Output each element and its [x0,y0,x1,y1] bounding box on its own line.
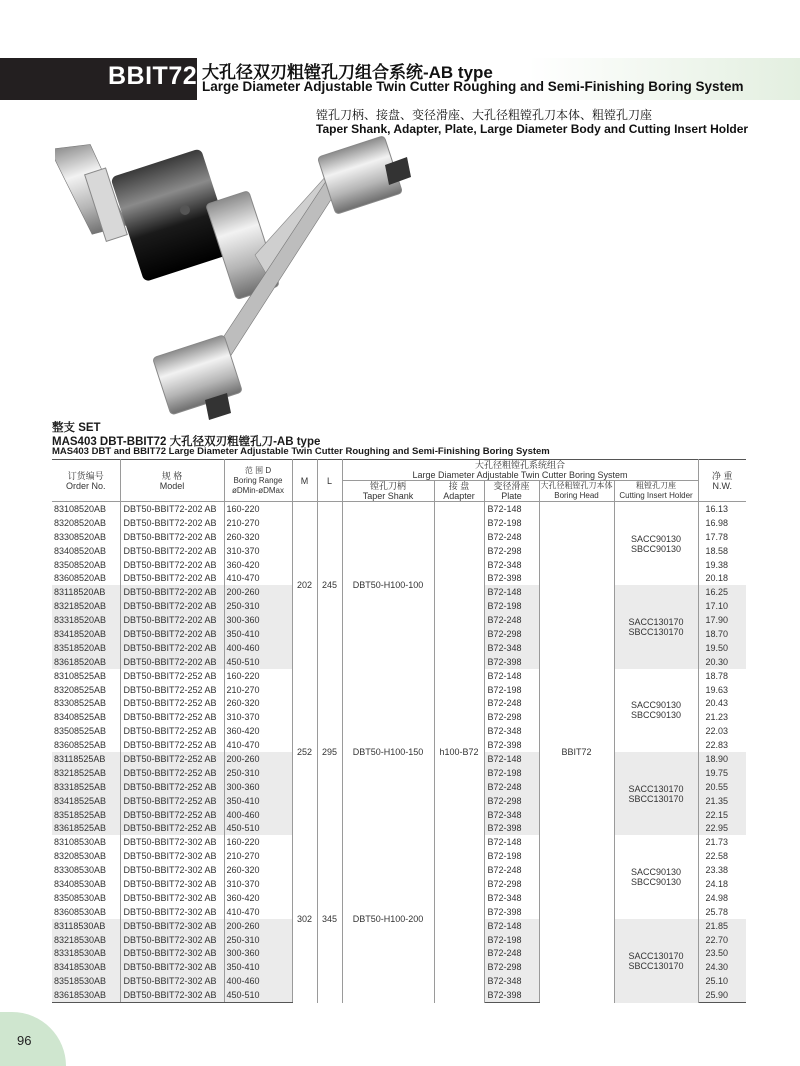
page-number: 96 [17,1033,32,1048]
model-cell: DBT50-BBIT72-252 AB [120,794,224,808]
range-cell: 260-320 [224,530,292,544]
order-no-cell: 83308525AB [52,696,120,710]
l-cell: 245 [317,502,342,669]
insert-holder-cell [614,669,698,752]
col-m-header: M [292,460,317,502]
insert-holder-cell [614,585,698,668]
page-title-cn: 大孔径双刃粗镗孔刀组合系统-AB type [202,63,493,82]
holder-line2: SBCC130170 [628,793,684,804]
model-cell: DBT50-BBIT72-302 AB [120,988,224,1002]
model-cell: DBT50-BBIT72-302 AB [120,974,224,988]
order-no-cell: 83508530AB [52,891,120,905]
weight-cell: 19.50 [698,641,746,655]
order-no-cell: 83418525AB [52,794,120,808]
range-cell: 360-420 [224,724,292,738]
plate-cell: B72-248 [484,530,539,544]
order-no-cell: 83508525AB [52,724,120,738]
model-cell: DBT50-BBIT72-252 AB [120,766,224,780]
order-no-cell: 83108525AB [52,669,120,683]
set-label: 整支 SET [52,422,101,434]
col-order-header: 订货编号 Order No. [52,460,120,502]
model-cell: DBT50-BBIT72-252 AB [120,821,224,835]
plate-cell: B72-148 [484,502,539,516]
order-no-cell: 83608520AB [52,571,120,585]
holder-line2: SBCC90130 [630,543,682,554]
plate-cell: B72-298 [484,877,539,891]
range-cell: 260-320 [224,696,292,710]
order-no-cell: 83318530AB [52,947,120,961]
plate-cell: B72-248 [484,780,539,794]
range-cell: 360-420 [224,891,292,905]
weight-cell: 19.38 [705,559,729,570]
holder-line2: SBCC90130 [630,710,682,721]
model-cell: DBT50-BBIT72-202 AB [120,599,224,613]
range-cell: 350-410 [224,627,292,641]
order-no-cell: 83118525AB [52,752,120,766]
order-no-cell: 83208520AB [52,516,120,530]
range-cell: 160-220 [224,502,292,516]
weight-cell: 18.70 [698,627,746,641]
col-range-header: 范 围 D Boring Range øDMin-øDMax [224,460,292,502]
plate-cell: B72-148 [484,835,539,849]
range-cell: 350-410 [224,960,292,974]
order-no-cell: 83218525AB [52,766,120,780]
range-cell: 160-220 [224,669,292,683]
model-cell: DBT50-BBIT72-202 AB [120,655,224,669]
taper-shank-cell: DBT50-H100-100 [342,502,434,669]
weight-cell: 20.30 [698,655,746,669]
set-title-en: MAS403 DBT and BBIT72 Large Diameter Adjustable Twin Cutter Roughing and Semi-Finishing Boring System [52,446,550,457]
weight-cell: 22.15 [698,808,746,822]
weight-cell: 21.85 [698,919,746,933]
weight-cell: 25.78 [705,906,729,917]
insert-holder-cell [614,752,698,835]
model-cell: DBT50-BBIT72-202 AB [120,544,224,558]
weight-cell: 19.63 [705,684,729,695]
plate-cell: B72-198 [484,683,539,697]
range-cell: 210-270 [224,683,292,697]
plate-cell: B72-248 [484,613,539,627]
range-cell: 310-370 [224,877,292,891]
range-cell: 400-460 [224,808,292,822]
order-no-cell: 83308520AB [52,530,120,544]
col-combo-header: 大孔径粗镗孔系统组合 Large Diameter Adjustable Twin Cutter Boring System [342,460,698,481]
plate-cell: B72-298 [484,710,539,724]
plate-cell: B72-398 [484,905,539,919]
weight-cell: 20.43 [705,698,729,709]
model-cell: DBT50-BBIT72-302 AB [120,905,224,919]
model-cell: DBT50-BBIT72-302 AB [120,919,224,933]
weight-cell: 17.90 [698,613,746,627]
weight-cell: 23.38 [705,865,729,876]
set-title-cn: MAS403 DBT-BBIT72 大孔径双刃粗镗孔刀-AB type [52,436,321,448]
order-no-cell: 83618520AB [52,655,120,669]
order-no-cell: 83318520AB [52,613,120,627]
weight-cell: 22.58 [705,851,729,862]
holder-line1: SACC90130 [630,533,682,544]
weight-cell: 16.13 [705,503,729,514]
plate-cell: B72-398 [484,738,539,752]
plate-cell: B72-248 [484,863,539,877]
plate-cell: B72-398 [484,821,539,835]
components-desc-en: Taper Shank, Adapter, Plate, Large Diameter Body and Cutting Insert Holder [316,122,749,136]
weight-cell: 22.70 [698,933,746,947]
model-cell: DBT50-BBIT72-252 AB [120,710,224,724]
range-cell: 260-320 [224,863,292,877]
range-cell: 400-460 [224,974,292,988]
taper-shank-cell: DBT50-H100-150 [342,669,434,836]
spec-table [52,459,746,1003]
model-cell: DBT50-BBIT72-252 AB [120,669,224,683]
table-row [52,502,746,516]
order-no-cell: 83308530AB [52,863,120,877]
plate-cell: B72-148 [484,752,539,766]
model-code: BBIT72 [108,62,198,90]
range-cell: 160-220 [224,835,292,849]
col-adapter-header: 接 盘 Adapter [434,481,484,502]
range-cell: 250-310 [224,933,292,947]
boring-head-cell: BBIT72 [539,502,614,1003]
table-row [52,835,746,849]
l-cell: 295 [317,669,342,836]
model-cell: DBT50-BBIT72-252 AB [120,808,224,822]
model-cell: DBT50-BBIT72-202 AB [120,571,224,585]
weight-cell: 18.90 [698,752,746,766]
range-cell: 300-360 [224,613,292,627]
weight-cell: 21.73 [705,837,729,848]
holder-line1: SACC130170 [628,617,684,628]
order-no-cell: 83318525AB [52,780,120,794]
holder-line1: SACC130170 [628,950,684,961]
weight-cell: 18.78 [705,670,729,681]
model-cell: DBT50-BBIT72-302 AB [120,960,224,974]
holder-line1: SACC90130 [630,700,682,711]
holder-line2: SBCC90130 [630,877,682,888]
plate-cell: B72-198 [484,516,539,530]
plate-cell: B72-348 [484,558,539,572]
plate-cell: B72-398 [484,988,539,1002]
plate-cell: B72-198 [484,849,539,863]
model-cell: DBT50-BBIT72-252 AB [120,724,224,738]
model-cell: DBT50-BBIT72-252 AB [120,738,224,752]
order-no-cell: 83108530AB [52,835,120,849]
plate-cell: B72-148 [484,669,539,683]
model-cell: DBT50-BBIT72-302 AB [120,891,224,905]
order-no-cell: 83118520AB [52,585,120,599]
m-cell: 202 [292,502,317,669]
range-cell: 360-420 [224,558,292,572]
order-no-cell: 83518525AB [52,808,120,822]
range-cell: 310-370 [224,710,292,724]
range-cell: 250-310 [224,599,292,613]
range-cell: 450-510 [224,821,292,835]
model-cell: DBT50-BBIT72-202 AB [120,613,224,627]
plate-cell: B72-148 [484,919,539,933]
range-cell: 250-310 [224,766,292,780]
weight-cell: 22.95 [698,821,746,835]
insert-holder-cell [614,502,698,586]
order-no-cell: 83218520AB [52,599,120,613]
plate-cell: B72-348 [484,891,539,905]
range-cell: 210-270 [224,516,292,530]
plate-cell: B72-198 [484,933,539,947]
range-cell: 210-270 [224,849,292,863]
col-holder-header: 粗镗孔刀座 Cutting Insert Holder [614,481,698,502]
plate-cell: B72-348 [484,808,539,822]
model-cell: DBT50-BBIT72-202 AB [120,558,224,572]
adapter-cell: h100-B72 [434,502,484,1003]
order-no-cell: 83618525AB [52,821,120,835]
plate-cell: B72-298 [484,794,539,808]
model-cell: DBT50-BBIT72-302 AB [120,835,224,849]
plate-cell: B72-398 [484,655,539,669]
range-cell: 350-410 [224,794,292,808]
model-cell: DBT50-BBIT72-302 AB [120,849,224,863]
col-model-header: 规 格 Model [120,460,224,502]
range-cell: 300-360 [224,780,292,794]
weight-cell: 20.18 [705,573,729,584]
plate-cell: B72-248 [484,947,539,961]
weight-cell: 24.98 [705,892,729,903]
order-no-cell: 83218530AB [52,933,120,947]
range-cell: 300-360 [224,947,292,961]
model-cell: DBT50-BBIT72-202 AB [120,502,224,516]
order-no-cell: 83118530AB [52,919,120,933]
range-cell: 400-460 [224,641,292,655]
range-cell: 450-510 [224,988,292,1002]
col-plate-header: 变径滑座 Plate [484,481,539,502]
plate-cell: B72-198 [484,766,539,780]
order-no-cell: 83208525AB [52,683,120,697]
model-cell: DBT50-BBIT72-302 AB [120,877,224,891]
model-cell: DBT50-BBIT72-202 AB [120,530,224,544]
plate-cell: B72-298 [484,544,539,558]
order-no-cell: 83208530AB [52,849,120,863]
order-no-cell: 83618530AB [52,988,120,1002]
boring-tool-image [55,115,415,435]
holder-line1: SACC90130 [630,867,682,878]
weight-cell: 19.75 [698,766,746,780]
order-no-cell: 83408520AB [52,544,120,558]
plate-cell: B72-348 [484,641,539,655]
range-cell: 450-510 [224,655,292,669]
weight-cell: 24.30 [698,960,746,974]
range-cell: 200-260 [224,919,292,933]
order-no-cell: 83508520AB [52,558,120,572]
insert-holder-cell [614,919,698,1003]
weight-cell: 21.35 [698,794,746,808]
l-cell: 345 [317,835,342,1002]
weight-cell: 21.23 [705,712,729,723]
model-cell: DBT50-BBIT72-302 AB [120,933,224,947]
plate-cell: B72-248 [484,696,539,710]
weight-cell: 22.03 [705,726,729,737]
components-desc-cn: 镗孔刀柄、接盘、变径滑座、大孔径粗镗孔刀本体、粗镗孔刀座 [316,108,653,122]
weight-cell: 17.10 [698,599,746,613]
col-shank-header: 镗孔刀柄 Taper Shank [342,481,434,502]
order-no-cell: 83608525AB [52,738,120,752]
plate-cell: B72-348 [484,974,539,988]
weight-cell: 16.98 [705,517,729,528]
holder-line2: SBCC130170 [628,960,684,971]
taper-shank-cell: DBT50-H100-200 [342,835,434,1002]
insert-holder-cell [614,835,698,918]
weight-cell: 24.18 [705,878,729,889]
model-cell: DBT50-BBIT72-252 AB [120,752,224,766]
weight-cell: 25.90 [698,988,746,1002]
order-no-cell: 83108520AB [52,502,120,516]
order-no-cell: 83408525AB [52,710,120,724]
model-cell: DBT50-BBIT72-252 AB [120,683,224,697]
model-cell: DBT50-BBIT72-252 AB [120,780,224,794]
weight-cell: 25.10 [698,974,746,988]
order-no-cell: 83418530AB [52,960,120,974]
holder-line2: SBCC130170 [628,627,684,638]
order-no-cell: 83518530AB [52,974,120,988]
range-cell: 200-260 [224,585,292,599]
order-no-cell: 83518520AB [52,641,120,655]
weight-cell: 17.78 [705,531,729,542]
range-cell: 410-470 [224,738,292,752]
col-l-header: L [317,460,342,502]
m-cell: 302 [292,835,317,1002]
weight-cell: 18.58 [705,545,729,556]
page-title-en: Large Diameter Adjustable Twin Cutter Roughing and Semi-Finishing Boring System [202,79,744,94]
col-head-header: 大孔径粗镗孔刀本体 Boring Head [540,481,613,500]
order-no-cell: 83418520AB [52,627,120,641]
order-no-cell: 83408530AB [52,877,120,891]
model-cell: DBT50-BBIT72-302 AB [120,863,224,877]
m-cell: 252 [292,669,317,836]
holder-line1: SACC130170 [628,783,684,794]
table-row [52,669,746,683]
range-cell: 200-260 [224,752,292,766]
model-cell: DBT50-BBIT72-202 AB [120,585,224,599]
order-no-cell: 83608530AB [52,905,120,919]
plate-cell: B72-398 [484,571,539,585]
range-cell: 410-470 [224,905,292,919]
weight-cell: 16.25 [698,585,746,599]
plate-cell: B72-148 [484,585,539,599]
plate-cell: B72-298 [484,627,539,641]
model-cell: DBT50-BBIT72-202 AB [120,641,224,655]
model-cell: DBT50-BBIT72-302 AB [120,947,224,961]
plate-cell: B72-298 [484,960,539,974]
page-tab [0,1012,66,1066]
weight-cell: 23.50 [698,947,746,961]
col-weight-header: 净 重 N.W. [698,460,746,502]
weight-cell: 22.83 [705,740,729,751]
plate-cell: B72-348 [484,724,539,738]
weight-cell: 20.55 [698,780,746,794]
model-cell: DBT50-BBIT72-202 AB [120,516,224,530]
plate-cell: B72-198 [484,599,539,613]
model-cell: DBT50-BBIT72-202 AB [120,627,224,641]
model-cell: DBT50-BBIT72-252 AB [120,696,224,710]
range-cell: 310-370 [224,544,292,558]
range-cell: 410-470 [224,571,292,585]
